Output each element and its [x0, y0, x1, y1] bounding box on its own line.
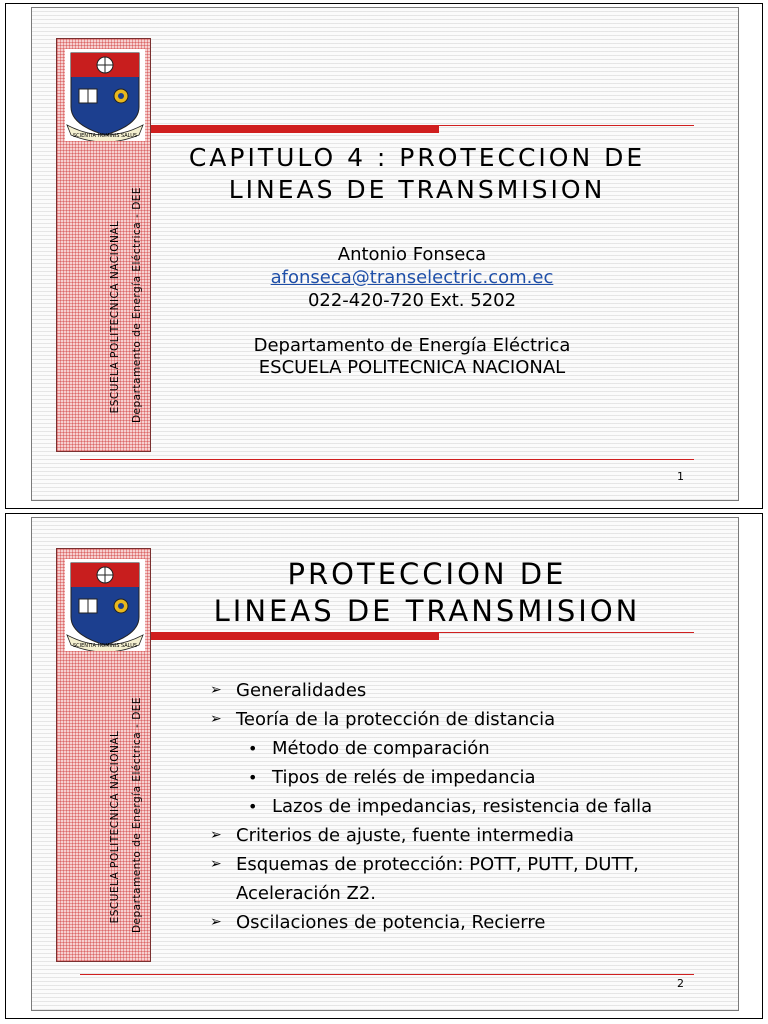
title-red-bar: [151, 632, 439, 640]
list-item-text: Teoría de la protección de distancia: [236, 709, 556, 730]
list-item: [210, 792, 652, 821]
sidebar-institution: ESCUELA POLITECNICA NACIONAL: [109, 220, 121, 414]
slide-title: [167, 556, 687, 630]
list-item: [210, 908, 652, 937]
sidebar-department: Departamento de Energía Eléctrica - DEE: [131, 186, 143, 424]
footer-rule: [80, 974, 694, 975]
list-item-text: Método de comparación: [272, 738, 490, 759]
dot-bullet-icon: •: [248, 768, 258, 787]
footer-rule: [80, 459, 694, 460]
slide-title-line-1: PROTECCION DE: [287, 557, 567, 591]
page-number: 2: [677, 977, 684, 990]
author-name: Antonio Fonseca: [337, 244, 487, 265]
logo-motto: SCIENTIA HOMINIS SALUS: [72, 643, 138, 649]
author-email-row: [152, 267, 672, 289]
arrow-bullet-icon: ➢: [210, 682, 222, 698]
list-item-text: Oscilaciones de potencia, Recierre: [236, 912, 546, 933]
list-item: [210, 676, 652, 705]
dot-bullet-icon: •: [248, 739, 258, 758]
slide-title-line-1: CAPITULO 4 : PROTECCION DE: [188, 143, 646, 172]
list-item: [210, 821, 652, 850]
page-number: 1: [677, 470, 684, 483]
list-item: [210, 734, 652, 763]
document-page-2: [5, 513, 763, 1019]
arrow-bullet-icon: ➢: [210, 914, 222, 930]
list-item-text: Criterios de ajuste, fuente intermedia: [236, 825, 575, 846]
institution-name: ESCUELA POLITECNICA NACIONAL: [258, 357, 566, 378]
list-item: [210, 705, 652, 734]
logo-motto: SCIENTIA HOMINIS SALUS: [72, 133, 138, 139]
list-item-text: Generalidades: [236, 680, 367, 701]
list-item: [210, 763, 652, 792]
author-phone: 022-420-720 Ext. 5202: [307, 290, 517, 311]
slide-1: [31, 7, 739, 501]
epn-logo: [65, 49, 145, 141]
department-name: Departamento de Energía Eléctrica: [253, 335, 571, 356]
author-email-link[interactable]: afonseca@transelectric.com.ec: [270, 267, 554, 288]
document-page-1: [5, 3, 763, 509]
sidebar: [56, 38, 151, 452]
arrow-bullet-icon: ➢: [210, 856, 222, 872]
list-item-text: Tipos de relés de impedancia: [272, 767, 536, 788]
list-item-text: Lazos de impedancias, resistencia de falla: [272, 796, 653, 817]
arrow-bullet-icon: ➢: [210, 711, 222, 727]
title-red-bar: [151, 125, 439, 133]
list-item-text: Esquemas de protección: POTT, PUTT, DUTT,: [236, 854, 639, 875]
list-item-text: Aceleración Z2.: [236, 883, 377, 904]
slide-title-line-2: LINEAS DE TRANSMISION: [228, 175, 606, 204]
list-item: [210, 879, 652, 908]
arrow-bullet-icon: ➢: [210, 827, 222, 843]
slide-title-line-2: LINEAS DE TRANSMISION: [213, 594, 641, 628]
title-rule: [437, 632, 694, 633]
title-rule: [437, 125, 694, 126]
dot-bullet-icon: •: [248, 797, 258, 816]
slide-2: [31, 517, 739, 1011]
topic-list: [210, 676, 652, 937]
epn-logo: [65, 559, 145, 651]
sidebar: [56, 548, 151, 962]
sidebar-institution: ESCUELA POLITECNICA NACIONAL: [109, 730, 121, 924]
sidebar-department: Departamento de Energía Eléctrica - DEE: [131, 696, 143, 934]
slide-title: [162, 142, 672, 206]
list-item: [210, 850, 652, 879]
